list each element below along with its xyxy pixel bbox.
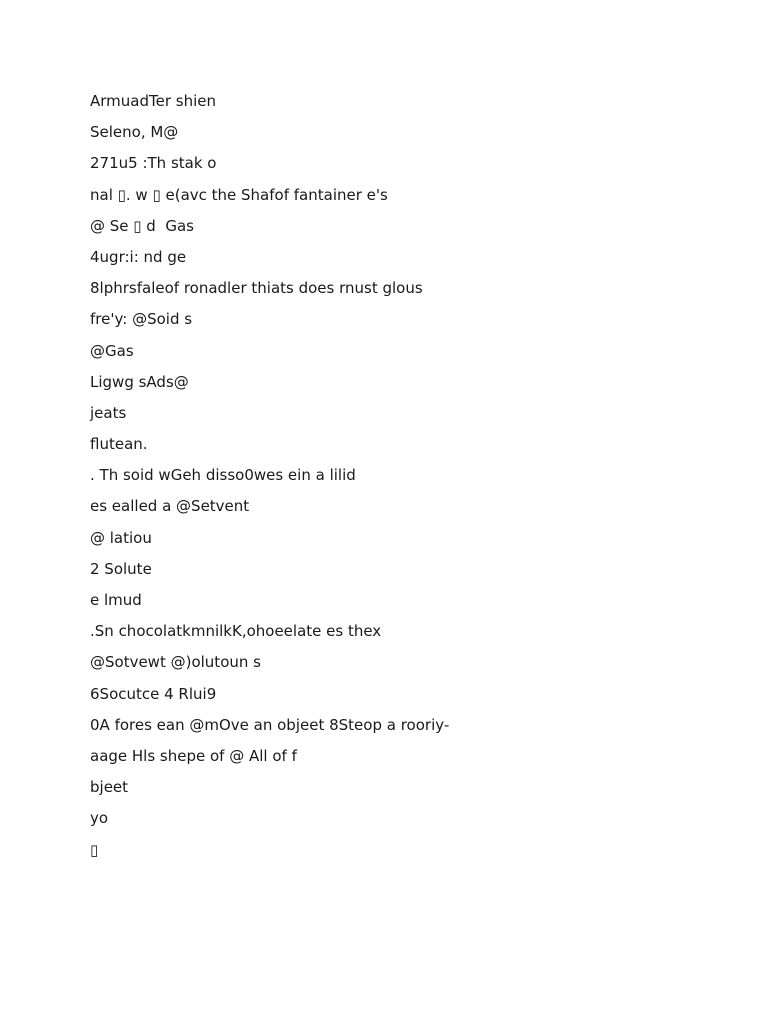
text-line: e lmud [90, 591, 142, 609]
text-line: ArmuadTer shien [90, 92, 216, 110]
text-line: .Sn chocolatkmnilkK,ohoeelate es thex [90, 622, 382, 641]
text-line: Ligwg sAds@ [90, 372, 189, 391]
text-line: 8lphrsfaleof ronadler thiats does rnust glous [90, 279, 423, 298]
text-line: nal ▯. w ▯ e(avc the Shafof fantainer e's [90, 185, 388, 204]
text-line: jeats [90, 403, 127, 422]
text-line: es ealled a @Setvent [90, 497, 250, 516]
text-line: ▯ [90, 840, 99, 859]
text-line: . Th soid wGeh disso0wes ein a lilid [90, 466, 356, 485]
text-line: aage Hls shepe of @ All of f [90, 746, 297, 765]
text-line: @ Se ▯ d Gas [90, 216, 194, 235]
document-body [90, 91, 730, 871]
text-line: 2 Solute [90, 559, 152, 578]
text-line: 6Socutce 4 Rlui9 [90, 684, 217, 703]
text-line: bjeet [90, 778, 129, 797]
text-line: fre'y: @Soid s [90, 310, 193, 329]
text-line: Seleno, M@ [90, 123, 179, 142]
text-line: @Sotvewt @)olutoun s [90, 653, 261, 672]
text-line: yo [90, 809, 109, 828]
text-line: 271u5 :Th stak o [90, 154, 217, 173]
text-line: @Gas [90, 341, 134, 360]
text-line: @ latiou [90, 528, 152, 547]
text-line: flutean. [90, 435, 148, 454]
text-line: 0A fores ean @mOve an objeet 8Steop a rooriy- [90, 715, 450, 734]
text-line: 4ugr:i: nd ge [90, 247, 187, 266]
